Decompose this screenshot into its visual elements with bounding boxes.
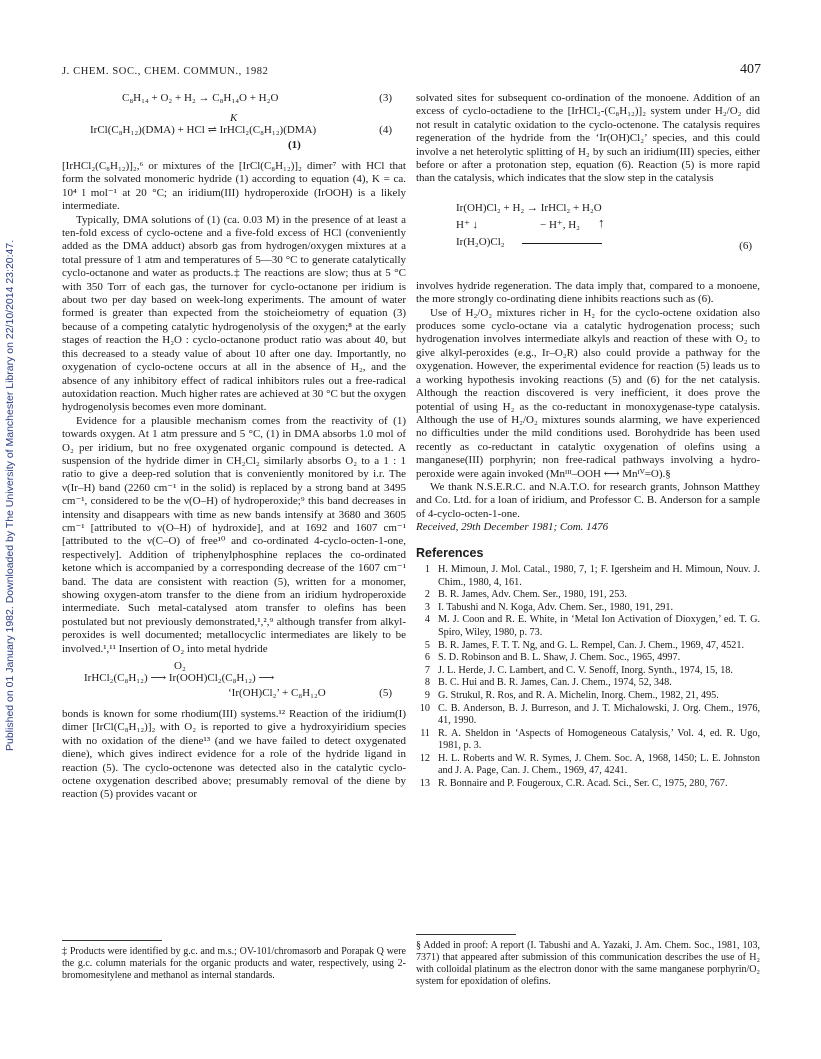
equation-5-number: (5) (379, 687, 392, 700)
publication-stamp: Published on 01 January 1982. Downloaded by The University of Manchester Library on 22/10/2014 23:20:47. (4, 239, 16, 751)
equation-4-number: (4) (379, 124, 392, 136)
reference-item: 5 B. R. James, F. T. T. Ng, and G. L. Rempel, Can. J. Chem., 1969, 47, 4521. (424, 639, 745, 651)
paragraph: Use of H₂/O₂ mixtures richer in H₂ for the cyclo-octene oxidation also produces some cyclo-octane via a catalytic hydrogenation process; such hydrogenation involves intermediate alkyls and reaction of these with O₂ to give alkyl-peroxides (e.g., Ir–O₂R) also could provide a pathway for the oxygenation. However, the experimental evidence for reaction (5) leads us to a working hypothesis invoking reactions (5) and (6) for the net catalysis. Although the reaction discovered is very inefficient, it does prove the potential of using H₂ as the co-reductant in monoxygenase-type catalysis. Although the use of H₂/O₂ mixtures sounds alarming, we have experienced no difficulties under the mild conditions used. Borohydride has been used recently as co-reductant in catalytic oxygenation of olefins using a manganese(III) porphyrin; non free-radical pathways involving a hydro-peroxide were again invoked (Mnᴵᴵᴵ–OOH ⟷ Mnᴵⱽ=O).§ (416, 306, 760, 480)
paragraph: solvated sites for subsequent co-ordination of the monoene. Addition of an excess of cyclo-octadiene to the [IrHCl₂-(C₈H₁₂)]₂ system under H₂/O₂ did not result in catalytic oxidation to the cyclo-octenone. The catalysis requires regeneration of the hydride from the ‘Ir(OH)Cl₂’ species, and this could involve a net heterolytic splitting of H₂ by such an iridium(III) species, either before or after a protonation step, equation (6). Reaction (5) is more rapid than the catalysis, which indicates that the slow step in the catalysis (416, 92, 760, 185)
equation-5-line-2: ‘Ir(OH)Cl₂’ + C₈H₁₂O (228, 687, 326, 700)
received-date: Received, 29th December 1981; Com. 1476 (416, 521, 609, 534)
equation-4-text: IrCl(C₈H₁₂)(DMA) + HCl ⇌ IrHCl₂(C₈H₁₂)(DMA) (90, 124, 317, 136)
reference-item: 13 R. Bonnaire and P. Fougeroux, C.R. Acad. Sci., Ser. C, 1975, 280, 767. (419, 778, 728, 790)
reference-item: 7 J. L. Herde, J. C. Lambert, and C. V. Senoff, Inorg. Synth., 1974, 15, 18. (424, 664, 733, 676)
equation-5-reagent: O₂ (174, 660, 186, 673)
reference-item: 4 M. J. Coon and R. E. White, in ‘Metal Ion Activation of Dioxygen,’ ed. T. G. Spiro, Wiley, 1980, p. 73. (424, 614, 760, 638)
paragraph: bonds is known for some rhodium(III) systems.¹² Reaction of the iridium(I) dimer [IrCl(C₈H₁₂)]₂ with O₂ is reported to give a hydroxyiridium species with no oxidation of the diene¹³ (and we have failed to detect oxygenated diene), which gives indirect evidence for a role of the hydride ligand in reaction (5). The cyclo-octenone was detected also in the catalytic cyclo-octene oxygenation described above; presumably removal of the diene by reaction (5) provides vacant or (62, 708, 406, 801)
reference-item: 8 B. C. Hui and B. R. James, Can. J. Chem., 1974, 52, 348. (424, 677, 672, 689)
paragraph: Typically, DMA solutions of (1) (ca. 0.03 M) in the presence of at least a ten-fold excess of cyclo-octene and a five-fold excess of HCl (conveniently added as the DMA adduct) absorb gas from hydrogen/oxygen mixtures at a total pressure of 1 atm and temperatures of 5—30 °C to generate catalytically cyclo-octanone and water as products.‡ The reactions are slow; thus at 5 °C with 350 Torr of each gas, the turnover for cyclo-octanone per iridium is about two per day based on week-long experiments. The amount of water formed is greater than expected from the stoicheiometry of equation (3) because of a competing catalytic hydrogenolysis of the oxygen;⁸ at the early stages of reaction the H₂O : cyclo-octanone product ratio was about 40, but this decreased to a steady value of about 10 after one day. Importantly, no oxygenation of cyclo-octene occurs at all in the absence of H₂, and the absence of any inhibitory effect of radical inhibitors rules out a free-radical autoxidation reaction. Much higher rates are achieved at 30 °C but the oxygen hydrogenolysis becomes even more dominant. (62, 213, 406, 414)
acknowledgement: We thank N.S.E.R.C. and N.A.T.O. for research grants, Johnson Matthey and Co. Ltd. for a loan of iridium, and Professor C. B. Anderson for a sample of 4-cyclo-octen-1-one. (416, 480, 760, 520)
footnote-products: ‡ Products were identified by g.c. and m.s.; OV-101/chromasorb and Porapak Q were the g.c. column materials for the organic products and water, respectively, using 2-bromomesitylene and methanol as internal standards. (62, 946, 406, 981)
equation-6-line-1: Ir(OH)Cl₂ + H₂ → IrHCl₂ + H₂O (456, 201, 602, 214)
right-column (416, 92, 760, 791)
reference-item: 3 I. Tabushi and N. Koga, Adv. Chem. Ser., 1980, 191, 291. (424, 601, 673, 613)
paragraph: involves hydride regeneration. The data imply that, compared to a monoene, the more strongly co-ordinating diene inhibits reactions such as (6). (416, 279, 760, 306)
equation-6 (416, 198, 760, 270)
equation-4-label-row (62, 138, 406, 154)
reference-item: 2 B. R. James, Adv. Chem. Ser., 1980, 191, 253. (424, 589, 627, 601)
equation-6-number: (6) (739, 239, 752, 252)
equation-6-up-arrow: ↑ (598, 214, 605, 230)
equation-4 (62, 124, 406, 138)
references-heading: References (416, 545, 484, 560)
reference-item: 11 R. A. Sheldon in ‘Aspects of Homogeneous Catalysis,’ Vol. 4, ed. R. Ugo, 1981, p. 3. (420, 727, 760, 752)
paragraph: [IrHCl₂(C₈H₁₂)]₂,⁶ or mixtures of the [IrCl(C₈H₁₂)]₂ dimer⁷ with HCl that form the solvated monomeric hydride (1) according to equation (4), K = ca. 10⁴ l mol⁻¹ at 20 °C; an iridium(III) hydroperoxide (IrOOH) is a likely intermediate. (62, 160, 406, 213)
footnote-added-in-proof: § Added in proof: A report (I. Tabushi and A. Yazaki, J. Am. Chem. Soc., 1981, 103, 7371) that appeared after submission of this communication describes the use of H₂ with colloidal platinum as the electron donor with the same manganese porphyrin/O₂ system for epoxidation of olefins. (416, 940, 760, 987)
equation-6-connector (522, 243, 602, 244)
paragraph: Evidence for a plausible mechanism comes from the reactivity of (1) towards oxygen. At 1 atm pressure and 5 °C, (1) in DMA absorbs 1.0 mol of O₂ per iridium, but no free oxygenated organic compound is detected. A suspension of the hydride dimer in CH₂Cl₂ similarly absorbs O₂ to a 1 : 1 ratio to give a deep-red solution that is conveniently monitored by i.r. The ν(Ir–H) band (2260 cm⁻¹ in the solid) is replaced by a strong band at 3495 cm⁻¹, considered to be the ν(O–H) of hydroperoxide;⁹ this band decreases in intensity and disappears with time as new bands intensify at 3680 and 3605 cm⁻¹ [attributed to ν(O–H) of hydroxide], and at 1692 and 1607 cm⁻¹ [attributed to the ν(C–O) of free¹⁰ and co-ordinated 4-cyclo-octen-1-one, respectively]. Addition of triphenylphosphine replaces the co-ordinated ketone which is accompanied by a corresponding decrease of the 1607 cm⁻¹ band. The data are consistent with reaction (5), written for a monomer, showing oxygen-atom transfer to the diene from an iridium hydroperoxide intermediate. Such metal-catalysed atom transfer to olefins has been postulated but not previously demonstrated,¹,²,⁹ although transfer from alkyl-peroxides is well documented; metallocyclic intermediates are likely to be involved.¹,¹¹ Insertion of O₂ into metal hydride (62, 414, 406, 655)
journal-title: J. CHEM. SOC., CHEM. COMMUN., 1982 (62, 66, 269, 77)
left-column (62, 92, 406, 802)
equation-4-constant-row (62, 112, 406, 124)
equation-3-number: (3) (379, 92, 392, 104)
references-list (416, 564, 760, 791)
equation-6-line-3: Ir(H₂O)Cl₂ (456, 235, 505, 248)
equation-6-protonation: H⁺ ↓ (456, 218, 478, 231)
equation-3 (62, 92, 406, 106)
reference-item: 6 S. D. Robinson and B. L. Shaw, J. Chem. Soc., 1965, 4997. (424, 652, 681, 664)
equation-5 (62, 660, 406, 704)
equation-6-back-label: − H⁺, H₂ (540, 218, 580, 231)
equation-4-constant: K (230, 112, 238, 124)
footnote-divider (62, 940, 162, 941)
page-header (62, 62, 761, 80)
page-number: 407 (740, 62, 761, 77)
reference-item: 12 H. L. Roberts and W. R. Symes, J. Chem. Soc. A, 1968, 1450; L. E. Johnston and J. A. Page, Can. J. Chem., 1969, 47, 4241. (419, 752, 760, 777)
reference-item: 10 C. B. Anderson, B. J. Burreson, and J. T. Michalowski, J. Org. Chem., 1976, 41, 1990. (419, 702, 760, 727)
equation-5-line-1: IrHCl₂(C₈H₁₂) ⟶ Ir(OOH)Cl₂(C₈H₁₂) ⟶ (84, 672, 275, 685)
equation-3-text: C₈H₁₄ + O₂ + H₂ → C₈H₁₄O + H₂O (122, 92, 279, 104)
reference-item: 9 G. Strukul, R. Ros, and R. A. Michelin, Inorg. Chem., 1982, 21, 495. (424, 689, 719, 701)
reference-item: 1 H. Mimoun, J. Mol. Catal., 1980, 7, 1; F. Igersheim and H. Mimoun, Nouv. J. Chim., 1980, 4, 161. (424, 563, 760, 588)
equation-4-label: (1) (288, 139, 301, 151)
footnote-divider (416, 934, 516, 935)
